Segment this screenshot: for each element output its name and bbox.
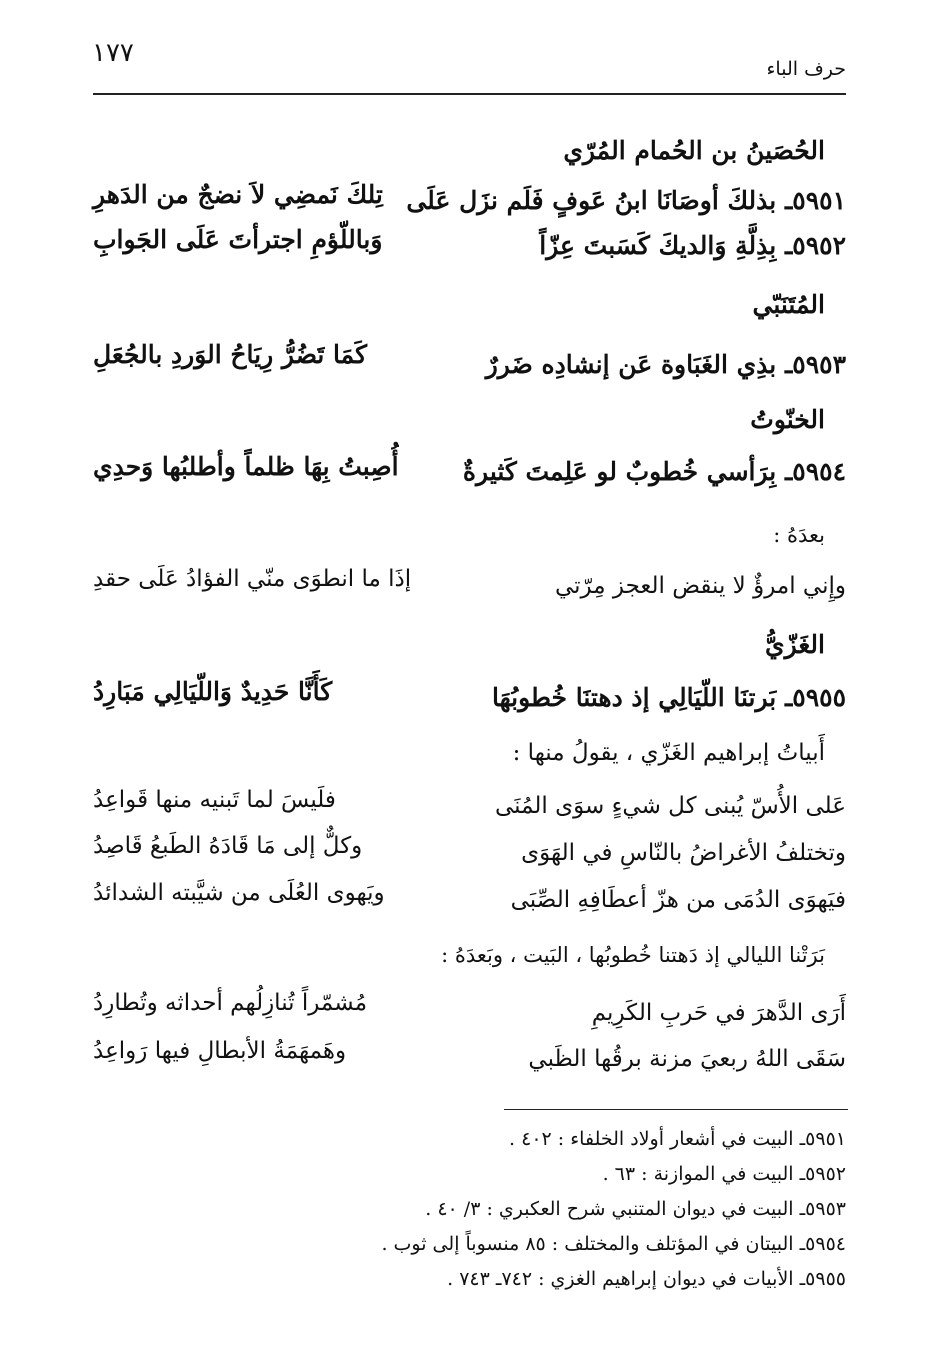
footnote-divider xyxy=(504,1109,848,1110)
verse-first-hemistich: أَرَى الدَّهرَ في حَربِ الكَرِيمِ xyxy=(591,1000,846,1026)
verse-second-hemistich: أُصِبتُ بِهَا ظلماً وأطلبُها وَحدِي xyxy=(93,452,399,481)
verse-second-hemistich: وهَمهَمَةُ الأبطالِ فيها رَواعِدُ xyxy=(93,1038,347,1064)
poet-name: المُتَنَبّي xyxy=(752,290,825,319)
verse-second-hemistich: وكلٌّ إلى مَا قَادَهُ الطَبعُ قَاصِدُ xyxy=(93,833,363,859)
verse-second-hemistich: إذَا ما انطوَى منّي الفؤادُ عَلَى حقدِ xyxy=(93,566,412,592)
chapter-title: حرف الباء xyxy=(766,58,846,80)
verse-first-hemistich: عَلى الأُسّ يُبنى كل شيءٍ سوَى المُنَى xyxy=(495,793,846,819)
footnote: ٥٩٥٣ـ البيت في ديوان المتنبي شرح العكبري : ٣/ ٤٠ . xyxy=(425,1198,846,1220)
verse-first-hemistich: وتختلفُ الأغراضُ بالنّاسِ في الهَوَى xyxy=(521,840,846,866)
verse-first-hemistich: ٥٩٥٢ـ بِذِلَّةِ وَالديكَ كَسَبتَ عِزّاً xyxy=(539,231,846,260)
poet-name: الغَزّيُّ xyxy=(765,630,825,659)
verse-first-hemistich: سَقَى اللهُ ربعيَ مزنة برقُها الظَبي xyxy=(528,1046,846,1072)
verse-second-hemistich: فلَيسَ لما تَبنيه منها قَواعِدُ xyxy=(93,787,336,813)
verse-second-hemistich: كَأَنَّا حَدِيدٌ وَاللّيَالِي مَبَارِدُ xyxy=(93,677,333,706)
verse-first-hemistich: فيَهوَى الدُمَى من هزّ أعطَافِهِ الصِّبَى xyxy=(510,887,846,913)
verse-second-hemistich: مُشمّراً تُنازِلُهم أحداثه وتُطارِدُ xyxy=(93,990,368,1016)
verse-first-hemistich: ٥٩٥١ـ بذلكَ أوصَانَا ابنُ عَوفٍ فَلَم نزَل عَلَى xyxy=(406,186,846,215)
footnote: ٥٩٥١ـ البيت في أشعار أولاد الخلفاء : ٤٠٢ . xyxy=(509,1128,846,1150)
verse-first-hemistich: ٥٩٥٣ـ بذِي الغَبَاوة عَن إنشادِه ضَررٌ xyxy=(485,350,846,379)
page-number: ١٧٧ xyxy=(92,38,134,68)
verse-connector: بَرَتْنا الليالي إذ دَهتنا خُطوبُها ، البَيت ، وبَعدَهُ : xyxy=(441,943,825,967)
poet-name: الحُصَينُ بن الحُمام المُرّي xyxy=(563,136,825,165)
verse-first-hemistich: ٥٩٥٤ـ بِرَأسي خُطوبٌ لو عَلِمتَ كَثيرةٌ xyxy=(462,457,846,486)
verse-intro: أَبياتُ إبراهيم الغَزّي ، يقولُ منها : xyxy=(512,740,825,766)
verse-second-hemistich: كَمَا تَضُرُّ رِيَاحُ الوَردِ بالجُعَلِ xyxy=(93,340,368,369)
verse-second-hemistich: وَباللّؤمِ اجترأتَ عَلَى الجَوابِ xyxy=(93,225,383,254)
verse-first-hemistich: ٥٩٥٥ـ بَرتنَا اللّيَالِي إذ دهتنَا خُطوبُهَا xyxy=(492,683,846,712)
verse-second-hemistich: ويَهوى العُلَى من شيَّبته الشدائدُ xyxy=(93,880,385,906)
footnote: ٥٩٥٤ـ البيتان في المؤتلف والمختلف : ٨٥ منسوباً إلى ثوب . xyxy=(381,1233,846,1255)
verse-second-hemistich: تِلكَ نَمضِي لاَ نضجٌ من الدَهرِ xyxy=(93,180,383,209)
footnote: ٥٩٥٥ـ الأبيات في ديوان إبراهيم الغزي : ٧٤٢ـ ٧٤٣ . xyxy=(447,1268,846,1290)
verse-note: بعدَهُ : xyxy=(773,523,825,547)
header-divider xyxy=(93,93,846,95)
poet-name: الخنّوتُ xyxy=(750,405,825,434)
footnote: ٥٩٥٢ـ البيت في الموازنة : ٦٣ . xyxy=(602,1163,846,1185)
verse-first-hemistich: وإِني امرؤٌ لا ينقض العجز مِرّتي xyxy=(554,573,846,599)
